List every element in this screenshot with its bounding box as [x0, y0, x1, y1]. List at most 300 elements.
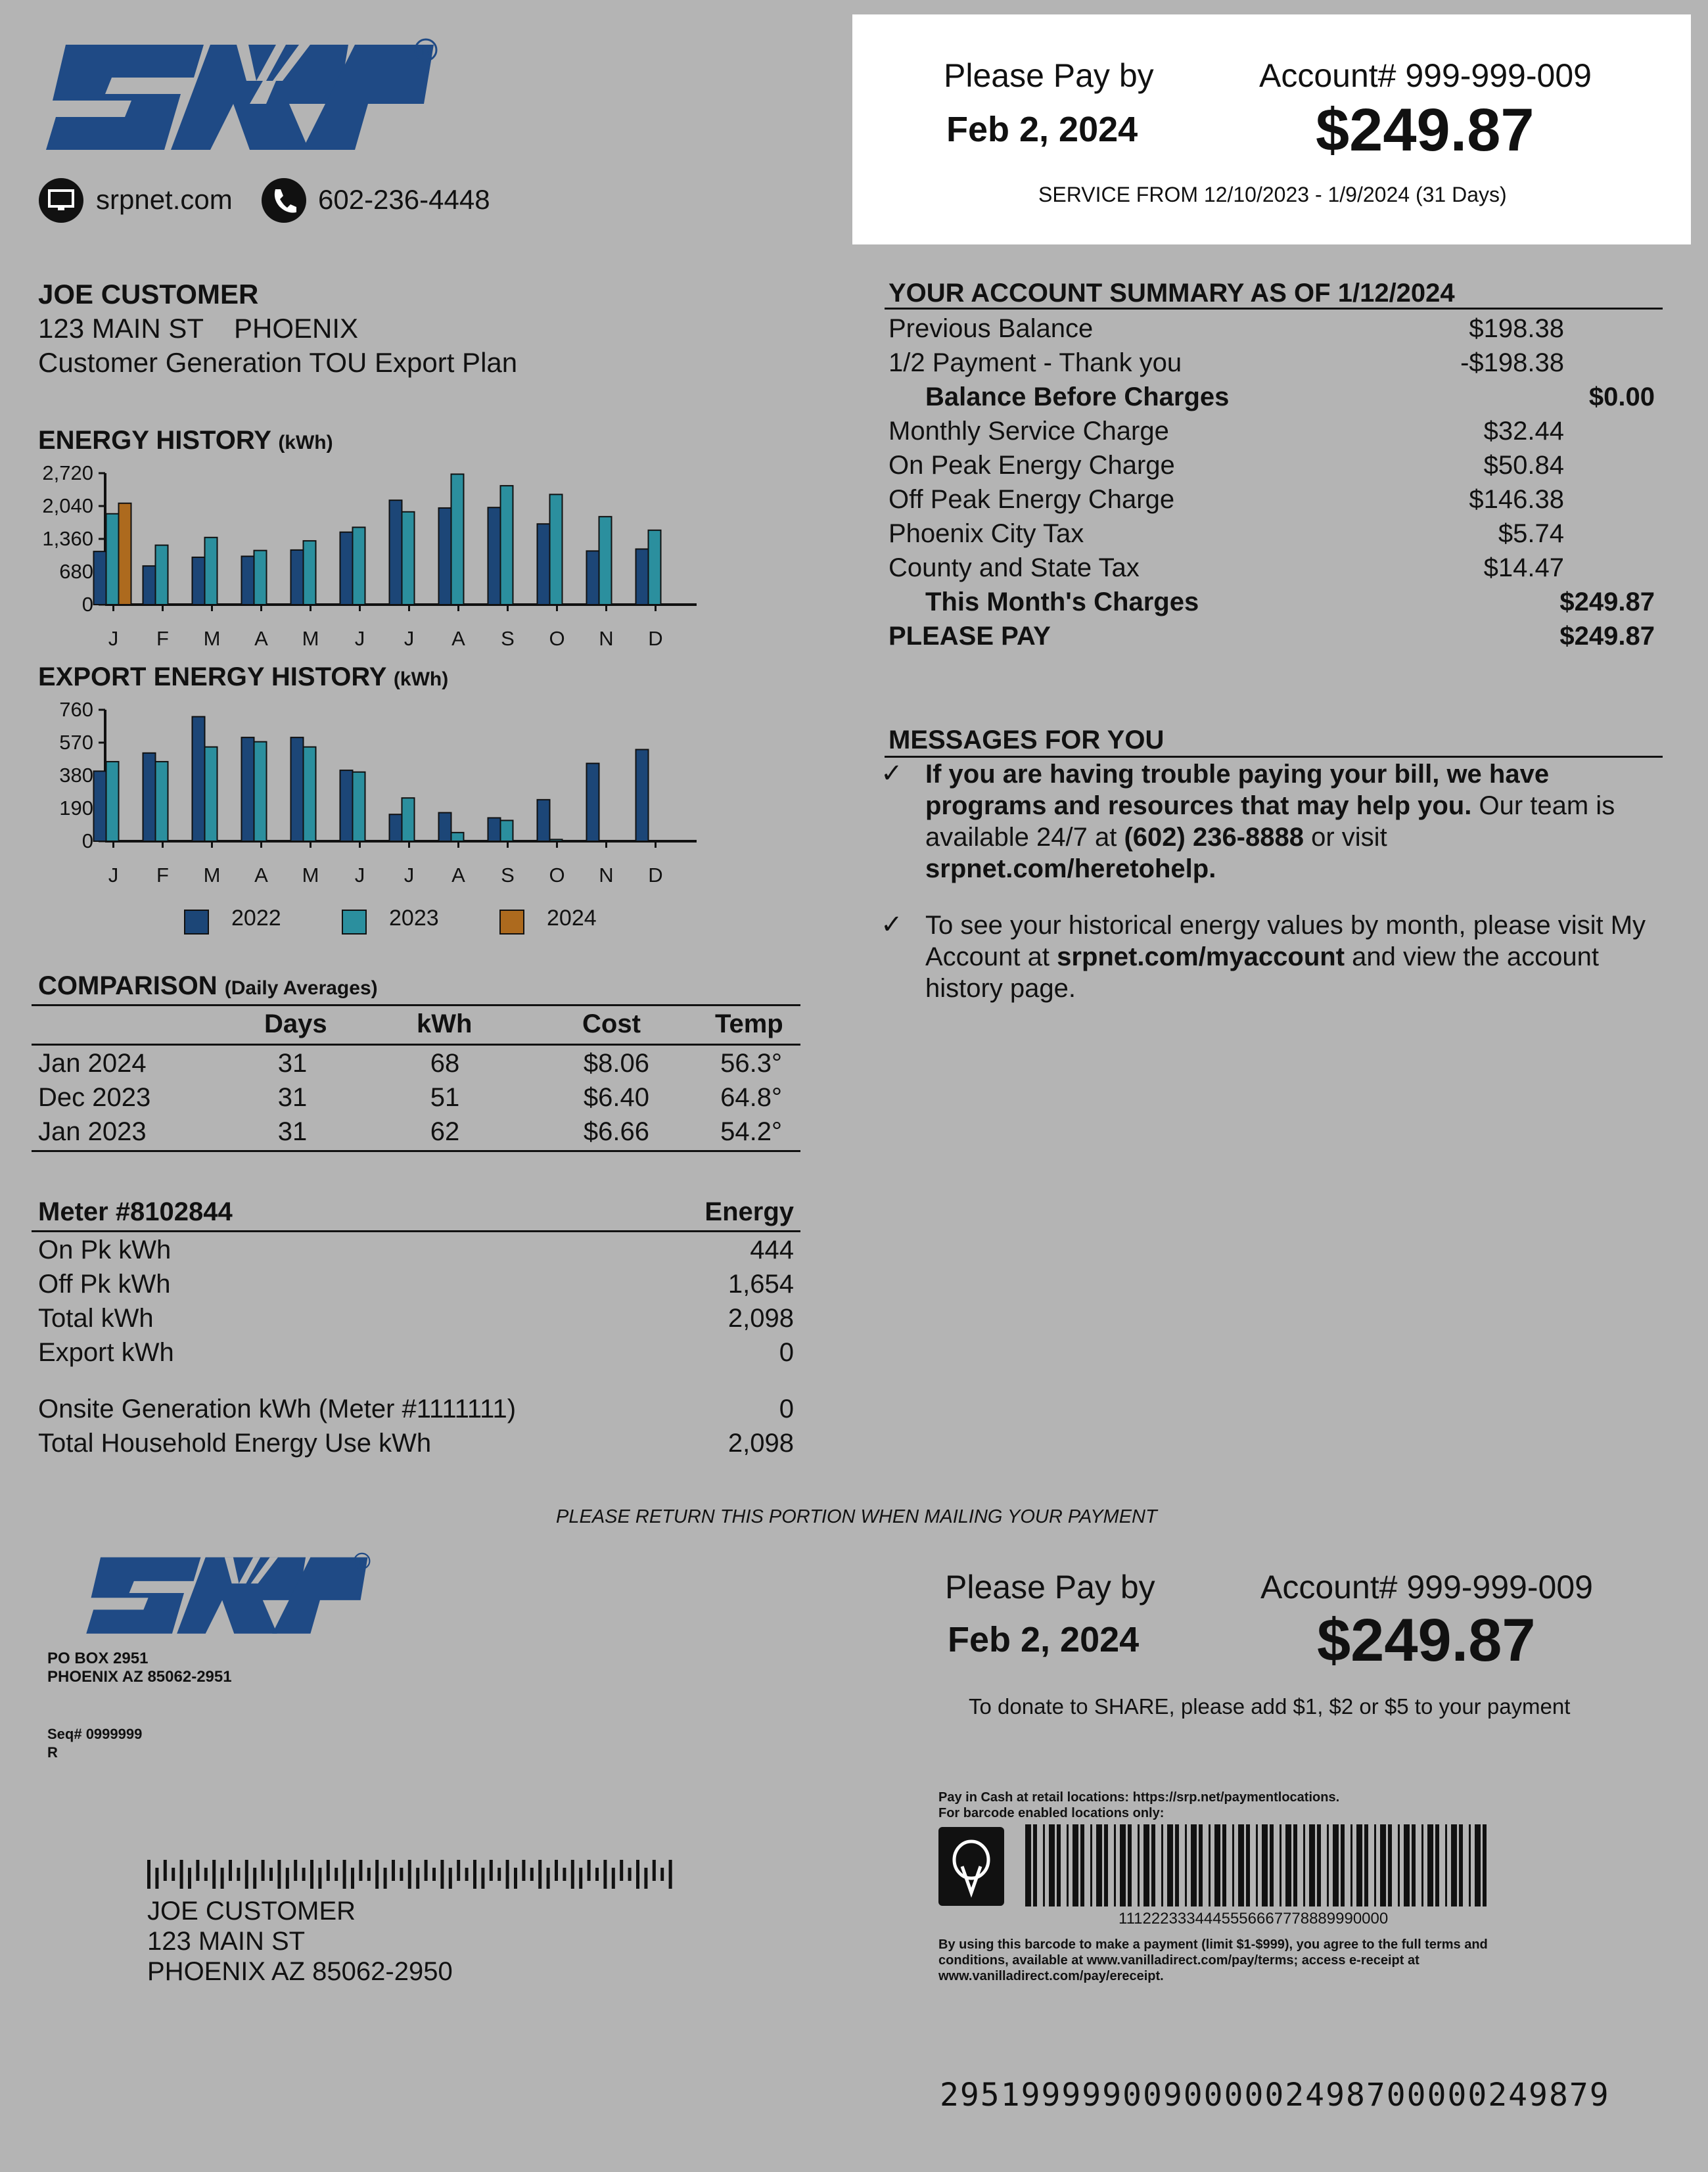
postal-bar: [465, 1868, 469, 1881]
energy-bar-2023: [156, 545, 168, 605]
export-bar-2023: [156, 762, 168, 841]
website-link[interactable]: srpnet.com: [96, 184, 233, 215]
mail-city: PHOENIX AZ 85062-2950: [147, 1957, 453, 1986]
barcode-bar: [1293, 1824, 1297, 1906]
terms-line-2: conditions, available at www.vanilladirect.com/pay/terms; access e-receipt at: [938, 1953, 1419, 1968]
barcode-bar: [1246, 1824, 1250, 1906]
comparison-kwh: 51: [430, 1083, 460, 1112]
export-ytick-label: 0: [81, 829, 93, 852]
energy-xtick-label: N: [599, 627, 614, 650]
check-icon: ✓: [881, 910, 903, 939]
barcode-bar: [1067, 1824, 1069, 1906]
comparison-kwh: 62: [430, 1117, 460, 1146]
barcode-bar: [1451, 1824, 1457, 1906]
energy-xtick-label: J: [108, 627, 119, 650]
export-xtick-label: J: [404, 864, 415, 887]
energy-bar-2023: [353, 527, 365, 605]
postal-bar: [481, 1868, 484, 1889]
account-number: Account# 999-999-009: [1259, 57, 1592, 94]
comparison-days: 31: [277, 1083, 308, 1112]
postal-bar: [286, 1868, 289, 1889]
energy-bar-2023: [304, 541, 316, 605]
comparison-top-rule: [32, 1004, 800, 1006]
barcode-bar: [1374, 1824, 1376, 1906]
energy-bar-2022: [291, 550, 304, 605]
comparison-bottom-rule: [32, 1150, 800, 1152]
barcode-bar: [1185, 1824, 1187, 1906]
export-history-title: EXPORT ENERGY HISTORY (kWh): [38, 662, 449, 691]
meter-row-label: Off Pk kWh: [38, 1270, 171, 1299]
energy-xtick-label: A: [254, 627, 268, 650]
barcode-bar: [1043, 1824, 1045, 1906]
export-bar-2022: [340, 770, 353, 841]
message-history: To see your historical energy values by month, please visit My Account at srpnet.com/myaccount and view the account history page.: [925, 911, 1646, 1003]
comparison-header-temp: Temp: [715, 1009, 783, 1038]
export-bar-2023: [353, 772, 365, 841]
energy-xtick-label: A: [451, 627, 465, 650]
postal-bar: [416, 1868, 419, 1889]
stub-account-number: Account# 999-999-009: [1260, 1569, 1593, 1606]
customer-name: JOE CUSTOMER: [38, 279, 259, 310]
export-ytick-label: 570: [59, 731, 93, 754]
energy-xtick-label: O: [549, 627, 565, 650]
comparison-title: COMPARISON (Daily Averages): [38, 971, 378, 1000]
barcode-bar: [1421, 1824, 1423, 1906]
energy-ytick-label: 2,040: [42, 494, 93, 517]
stub-pay-by-label: Please Pay by: [945, 1569, 1155, 1606]
message-hardship: If you are having trouble paying your bill, we have programs and resources that may help you. Our team is available 24/7 at (602) 236-8888 or visit srpnet.com/heretohelp.: [925, 760, 1615, 883]
postal-bar: [579, 1868, 582, 1889]
energy-ytick-label: 0: [81, 593, 93, 616]
legend-label-2024: 2024: [547, 906, 597, 931]
export-bar-2022: [390, 814, 402, 841]
energy-bar-2022: [143, 566, 156, 605]
barcode-bar: [1435, 1824, 1439, 1906]
meter-rule: [32, 1230, 800, 1232]
cash-line-1: Pay in Cash at retail locations: https://srp.net/paymentlocations.: [938, 1790, 1340, 1805]
comparison-header-cost: Cost: [582, 1009, 641, 1038]
postal-bar: [555, 1860, 558, 1881]
barcode-bar: [1025, 1824, 1031, 1906]
postal-bar: [440, 1860, 444, 1889]
postal-bar: [212, 1860, 216, 1889]
export-ytick-label: 760: [59, 698, 93, 721]
stub-pay-by-date: Feb 2, 2024: [948, 1620, 1140, 1659]
summary-rule: [885, 308, 1663, 310]
energy-bar-2022: [439, 508, 451, 605]
postal-bar: [172, 1868, 175, 1881]
postal-bar: [620, 1860, 623, 1881]
postal-bar: [514, 1868, 517, 1889]
barcode-bar: [1199, 1824, 1203, 1906]
service-period: SERVICE FROM 12/10/2023 - 1/9/2024 (31 Days): [1038, 183, 1507, 206]
barcode-bar: [1398, 1824, 1400, 1906]
export-bar-2022: [439, 813, 451, 841]
barcode-bar: [1080, 1824, 1084, 1906]
barcode-bar: [1151, 1824, 1155, 1906]
barcode-bar: [1350, 1824, 1352, 1906]
postal-bar: [538, 1860, 542, 1889]
energy-bar-2023: [451, 474, 464, 605]
export-xtick-label: N: [599, 864, 614, 887]
meter-title: Meter #8102844: [38, 1197, 233, 1226]
export-ytick-label: 190: [59, 797, 93, 820]
export-bar-2023: [106, 762, 119, 841]
postal-bar: [588, 1860, 591, 1881]
postal-bar: [310, 1860, 313, 1889]
summary-title: YOUR ACCOUNT SUMMARY AS OF 1/12/2024: [889, 279, 1455, 308]
postal-bar: [335, 1868, 338, 1881]
barcode-bar: [1049, 1824, 1055, 1906]
postal-bar: [636, 1860, 639, 1889]
energy-bar-2022: [193, 557, 205, 605]
messages-title: MESSAGES FOR YOU: [889, 726, 1165, 754]
postal-bar: [628, 1868, 632, 1881]
meter-row-value: 1,654: [727, 1270, 794, 1299]
postal-bar: [188, 1868, 191, 1889]
energy-bar-2023: [550, 494, 563, 605]
energy-bar-2023: [599, 517, 612, 605]
barcode-bar: [1232, 1824, 1234, 1906]
barcode-bar: [1404, 1824, 1410, 1906]
postal-bar: [408, 1860, 411, 1889]
ocr-scanline: 295199999009000002498700000249879: [940, 2077, 1610, 2114]
postal-bar: [603, 1860, 607, 1889]
energy-history-chart: [20, 460, 716, 651]
barcode-bar: [1469, 1824, 1471, 1906]
postal-bar: [384, 1868, 387, 1889]
charge-label: On Peak Energy Charge: [889, 451, 1175, 480]
barcode-bar: [1356, 1824, 1362, 1906]
energy-xtick-label: S: [501, 627, 515, 650]
comparison-header-rule: [32, 1044, 800, 1046]
postal-bar: [490, 1860, 493, 1881]
payment-barcode: [1025, 1824, 1492, 1910]
energy-bar-2022: [340, 532, 353, 605]
postal-bar: [318, 1868, 321, 1889]
barcode-bar: [1459, 1824, 1463, 1906]
barcode-bar: [1073, 1824, 1078, 1906]
energy-history-title: ENERGY HISTORY (kWh): [38, 426, 333, 455]
export-bar-2023: [451, 833, 464, 841]
mail-name: JOE CUSTOMER: [147, 1897, 356, 1926]
export-bar-2022: [488, 818, 501, 841]
meter-row-value: 0: [779, 1338, 794, 1367]
postal-bar: [367, 1868, 371, 1881]
export-bar-2022: [242, 737, 254, 841]
energy-xtick-label: M: [302, 627, 319, 650]
export-bar-2022: [94, 771, 106, 841]
export-xtick-label: J: [354, 864, 365, 887]
barcode-bar: [1209, 1824, 1211, 1906]
barcode-bar: [1317, 1824, 1321, 1906]
energy-bar-2023: [402, 512, 415, 605]
phone-icon: [261, 177, 307, 223]
postal-bar: [644, 1868, 647, 1889]
comparison-cost: $8.06: [583, 1049, 649, 1078]
charge-label: Off Peak Energy Charge: [889, 485, 1175, 514]
export-bar-2023: [205, 747, 218, 841]
postal-bar: [204, 1868, 208, 1881]
barcode-bar: [1303, 1824, 1305, 1906]
barcode-bar: [1483, 1824, 1487, 1906]
barcode-bar: [1285, 1824, 1291, 1906]
onsite-generation-label: Onsite Generation kWh (Meter #1111111): [38, 1395, 517, 1423]
barcode-bar: [1175, 1824, 1179, 1906]
export-bar-2023: [550, 839, 563, 841]
postal-bar: [237, 1868, 240, 1881]
please-pay-amount: $249.87: [1559, 622, 1655, 651]
energy-bar-2023: [205, 538, 218, 605]
postal-bar: [563, 1868, 566, 1881]
comparison-kwh: 68: [430, 1049, 460, 1078]
cash-line-2: For barcode enabled locations only:: [938, 1806, 1165, 1820]
charge-amount: $14.47: [1483, 553, 1564, 582]
charge-label: Monthly Service Charge: [889, 417, 1169, 446]
onsite-generation-value: 0: [779, 1395, 794, 1423]
barcode-bar: [1364, 1824, 1368, 1906]
barcode-bar: [1143, 1824, 1149, 1906]
export-xtick-label: S: [501, 864, 515, 887]
meter-row-value: 444: [750, 1236, 794, 1264]
this-month-label: This Month's Charges: [925, 588, 1199, 616]
energy-bar-2024: [119, 503, 131, 605]
energy-bar-2022: [636, 549, 649, 605]
comparison-days: 31: [277, 1117, 308, 1146]
energy-xtick-label: D: [648, 627, 663, 650]
po-box: PO BOX 2951: [47, 1650, 149, 1667]
barcode-bar: [1262, 1824, 1268, 1906]
srp-logo: [39, 32, 447, 156]
myaccount-link[interactable]: srpnet.com/myaccount: [1057, 942, 1345, 971]
postal-bar: [669, 1860, 672, 1889]
postal-bar: [457, 1860, 460, 1881]
postal-bar: [262, 1860, 265, 1881]
postal-bar: [164, 1860, 167, 1881]
export-xtick-label: A: [254, 864, 268, 887]
export-bar-2023: [254, 742, 267, 841]
check-icon: ✓: [881, 759, 903, 788]
export-xtick-label: F: [156, 864, 169, 887]
donate-note: To donate to SHARE, please add $1, $2 or $5 to your payment: [969, 1694, 1571, 1719]
barcode-bar: [1280, 1824, 1281, 1906]
barcode-bar: [1475, 1824, 1481, 1906]
comparison-temp: 54.2°: [720, 1117, 782, 1146]
export-xtick-label: D: [648, 864, 663, 887]
energy-bar-2023: [501, 486, 513, 605]
postal-bar: [147, 1860, 150, 1889]
meter-row-label: Export kWh: [38, 1338, 174, 1367]
postal-bar: [196, 1860, 199, 1881]
summary-line-label: 1/2 Payment - Thank you: [889, 348, 1182, 377]
postal-bar: [277, 1860, 281, 1889]
energy-xtick-label: J: [354, 627, 365, 650]
barcode-bar: [1222, 1824, 1226, 1906]
energy-xtick-label: J: [404, 627, 415, 650]
export-history-chart: [20, 697, 716, 887]
barcode-bar: [1138, 1824, 1140, 1906]
postal-bar: [449, 1868, 452, 1889]
charge-amount: $5.74: [1498, 519, 1564, 548]
summary-line-amount: -$198.38: [1460, 348, 1564, 377]
srp-logo-small: [81, 1540, 377, 1646]
barcode-bar: [1388, 1824, 1392, 1906]
energy-bar-2023: [649, 530, 661, 605]
energy-bar-2022: [242, 556, 254, 605]
postal-bar: [351, 1868, 354, 1889]
barcode-bar: [1341, 1824, 1345, 1906]
comparison-header-days: Days: [264, 1009, 327, 1038]
energy-bar-2022: [538, 524, 550, 605]
energy-ytick-label: 680: [59, 560, 93, 583]
export-bar-2022: [636, 750, 649, 841]
barcode-bar: [1412, 1824, 1416, 1906]
charge-amount: $146.38: [1469, 485, 1564, 514]
pay-by-label: Please Pay by: [944, 57, 1154, 94]
postal-bar: [612, 1868, 615, 1889]
postal-bar: [497, 1868, 501, 1881]
postal-bar: [180, 1860, 183, 1889]
export-bar-2022: [291, 737, 304, 841]
postal-bar: [595, 1868, 599, 1881]
postal-barcode: [147, 1860, 706, 1893]
energy-ytick-label: 1,360: [42, 527, 93, 550]
barcode-bar: [1309, 1824, 1315, 1906]
this-month-amount: $249.87: [1559, 588, 1655, 616]
barcode-bar: [1445, 1824, 1447, 1906]
postal-bar: [400, 1868, 403, 1881]
comparison-temp: 64.8°: [720, 1083, 782, 1112]
export-bar-2023: [501, 820, 513, 841]
barcode-bar: [1104, 1824, 1108, 1906]
postal-bar: [269, 1868, 273, 1881]
meter-row-value: 2,098: [727, 1304, 794, 1333]
export-xtick-label: M: [302, 864, 319, 887]
barcode-bar: [1161, 1824, 1163, 1906]
legend-swatch-2024: [499, 910, 524, 935]
barcode-bar: [1057, 1824, 1061, 1906]
barcode-bar: [1120, 1824, 1126, 1906]
barcode-bar: [1128, 1824, 1132, 1906]
postal-bar: [473, 1860, 476, 1889]
postal-bar: [530, 1868, 534, 1881]
household-energy-value: 2,098: [727, 1429, 794, 1458]
postal-bar: [155, 1868, 158, 1889]
energy-bar-2022: [587, 551, 599, 605]
export-bar-2022: [587, 764, 599, 841]
terms-line-3: www.vanilladirect.com/pay/ereceipt.: [938, 1969, 1164, 1983]
comparison-period: Jan 2023: [38, 1117, 147, 1146]
barcode-bar: [1167, 1824, 1173, 1906]
comparison-days: 31: [277, 1049, 308, 1078]
barcode-bar: [1191, 1824, 1197, 1906]
export-bar-2023: [402, 798, 415, 841]
stub-amount: $249.87: [1317, 1607, 1536, 1674]
comparison-period: Dec 2023: [38, 1083, 151, 1112]
barcode-bar: [1238, 1824, 1244, 1906]
export-xtick-label: A: [451, 864, 465, 887]
postal-bar: [253, 1868, 256, 1889]
export-xtick-label: O: [549, 864, 565, 887]
po-city: PHOENIX AZ 85062-2951: [47, 1668, 232, 1686]
postal-bar: [660, 1868, 664, 1881]
messages-rule: [885, 756, 1663, 758]
charge-amount: $50.84: [1483, 451, 1564, 480]
charge-label: County and State Tax: [889, 553, 1140, 582]
mail-street: 123 MAIN ST: [147, 1927, 306, 1956]
postal-bar: [343, 1860, 346, 1889]
barcode-bar: [1327, 1824, 1329, 1906]
postal-bar: [327, 1860, 330, 1881]
please-pay-label: PLEASE PAY: [889, 622, 1051, 651]
postal-bar: [432, 1868, 436, 1881]
comparison-header-kwh: kWh: [417, 1009, 473, 1038]
phone-number: 602-236-4448: [318, 184, 490, 215]
postal-bar: [547, 1868, 550, 1889]
postal-bar: [506, 1860, 509, 1889]
monitor-icon: [38, 177, 84, 223]
seq-number: Seq# 0999999: [47, 1726, 143, 1742]
terms-line-1: By using this barcode to make a payment (limit $1-$999), you agree to the full terms and: [938, 1937, 1488, 1952]
barcode-bar: [1256, 1824, 1258, 1906]
postal-bar: [425, 1860, 428, 1881]
energy-ytick-label: 2,720: [42, 461, 93, 484]
energy-bar-2022: [488, 507, 501, 605]
postal-bar: [653, 1860, 656, 1881]
barcode-number: 1112223334445556667778889990000: [1119, 1910, 1389, 1928]
barcode-bar: [1270, 1824, 1274, 1906]
postal-bar: [245, 1860, 248, 1889]
charge-label: Phoenix City Tax: [889, 519, 1084, 548]
legend-label-2022: 2022: [231, 906, 281, 931]
postal-bar: [375, 1860, 379, 1889]
energy-xtick-label: F: [156, 627, 169, 650]
chart-legend: [184, 906, 775, 938]
barcode-bar: [1333, 1824, 1339, 1906]
vanilla-direct-icon: [938, 1827, 1004, 1906]
meter-row-label: On Pk kWh: [38, 1236, 172, 1264]
summary-line-amount: $198.38: [1469, 314, 1564, 343]
export-xtick-label: M: [203, 864, 221, 887]
summary-line-label: Previous Balance: [889, 314, 1094, 343]
export-bar-2022: [193, 717, 205, 841]
postal-bar: [392, 1860, 395, 1881]
postal-bar: [522, 1860, 525, 1881]
postal-bar: [229, 1860, 232, 1881]
amount-due: $249.87: [1316, 97, 1535, 164]
export-ytick-label: 380: [59, 764, 93, 787]
barcode-bar: [1096, 1824, 1102, 1906]
svg-text:R: R: [421, 42, 432, 58]
energy-bar-2022: [94, 551, 106, 605]
postal-bar: [221, 1868, 224, 1889]
postal-bar: [302, 1868, 306, 1881]
barcode-bar: [1114, 1824, 1116, 1906]
postal-bar: [294, 1860, 297, 1881]
barcode-bar: [1090, 1824, 1092, 1906]
energy-bar-2023: [106, 514, 119, 605]
barcode-bar: [1427, 1824, 1433, 1906]
svg-text:R: R: [358, 1556, 367, 1568]
balance-before-amount: $0.00: [1588, 382, 1655, 411]
comparison-cost: $6.40: [583, 1083, 649, 1112]
balance-before-label: Balance Before Charges: [925, 382, 1230, 411]
barcode-bar: [1214, 1824, 1220, 1906]
export-xtick-label: J: [108, 864, 119, 887]
customer-plan: Customer Generation TOU Export Plan: [38, 347, 518, 378]
pay-by-date: Feb 2, 2024: [946, 110, 1138, 149]
heretohelp-link[interactable]: srpnet.com/heretohelp.: [925, 854, 1216, 883]
